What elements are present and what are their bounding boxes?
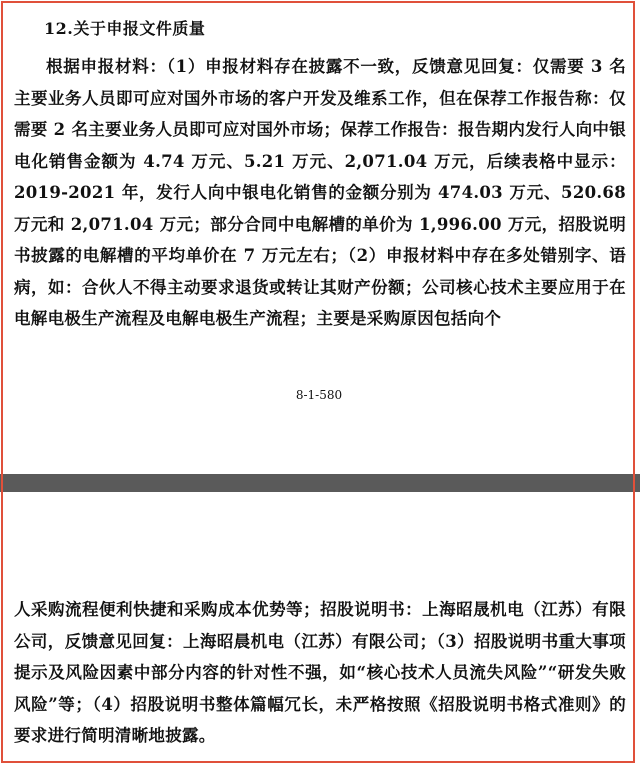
highlight-frame [1,1,635,763]
page-number: 8-1-580 [295,388,343,402]
body-paragraph-lower: 人采购流程便利快捷和采购成本优势等；招股说明书：上海昭晟机电（江苏）有限公司，反馈意见回复：上海昭晨机电（江苏）有限公司；（3）招股说明书重大事项提示及风险因素中部分内容的针对性不强，如“核心技术人员流失风险”“研发失败风险”等；（4）招股说明书整体篇幅冗长，未严格按照《招股说明书格式准则》的要求进行简明清晰地披露。 [14,600,626,745]
body-paragraph-upper: 根据申报材料：（1）申报材料存在披露不一致，反馈意见回复：仅需要 3 名主要业务人员即可应对国外市场的客户开发及维系工作，但在保荐工作报告称：仅需要 2 名主要业务人员即可应对国外市场；保荐工作报告：报告期内发行人向中银电化销售金额为 4.74 万元、5.21 万元、2,071.04 万元，后续表格中显示：2019-2021 年，发行人向中银电化销售的金额分别为 474.03 万元、520.68 万元和 2,071.04 万元；部分合同中电解槽的单价为 1,996.00 万元，招股说明书披露的电解槽的平均单价在 7 万元左右；（2）申报材料中存在多处错别字、语病，如：合伙人不得主动要求退货或转让其财产份额；公司核心技术主要应用于在电解电极生产流程及电解电极生产流程；主要是采购原因包括向个 [14,57,626,328]
section-heading: 12.关于申报文件质量 [44,19,206,38]
